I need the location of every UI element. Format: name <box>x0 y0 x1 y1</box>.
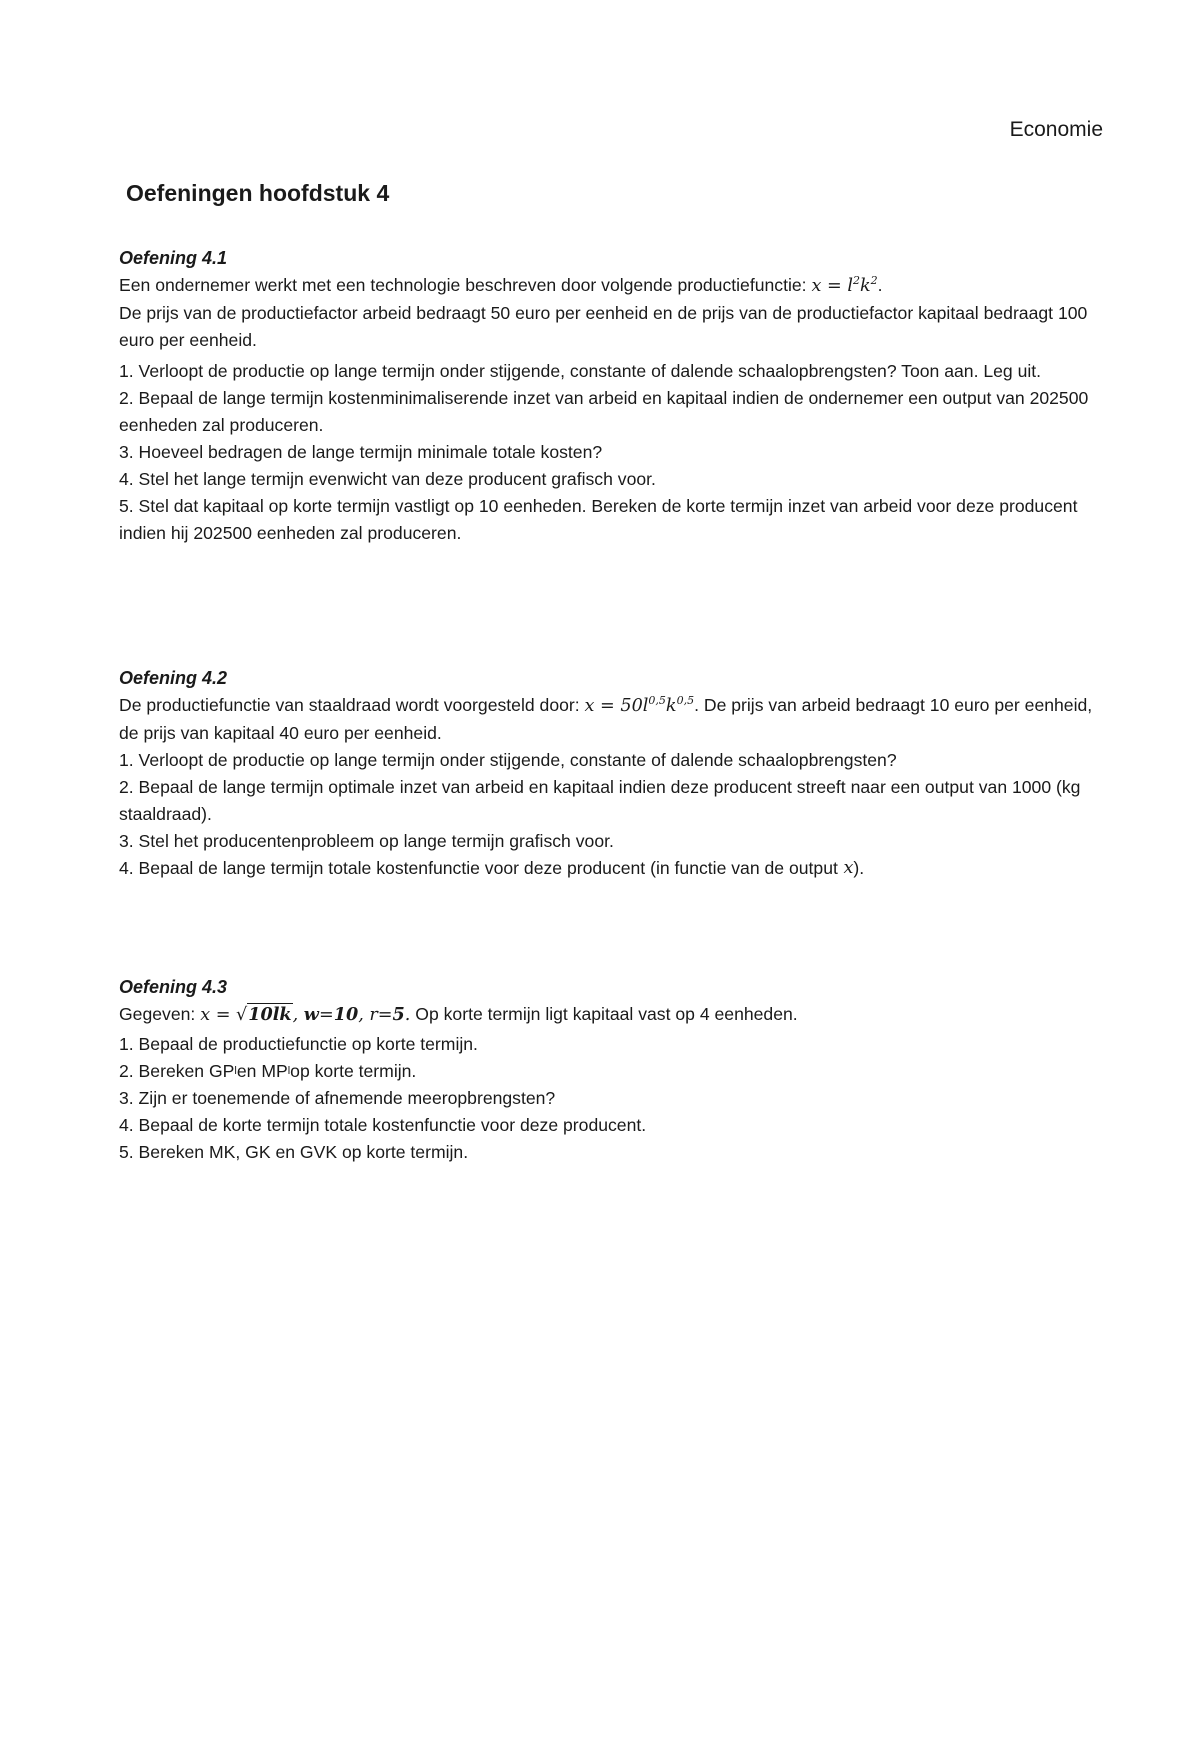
question-4-text: 4. Bepaal de lange termijn totale kostenfunctie voor deze producent (in functie van de output <box>119 858 838 878</box>
question-2-post: op korte termijn. <box>290 1061 417 1081</box>
question-2: 2. Bepaal de lange termijn kostenminimaliserende inzet van arbeid en kapitaal indien de ondernemer een output van 202500 eenheden zal produceren. <box>119 388 1089 435</box>
intro-post: . De prijs van arbeid bedraagt 10 euro per eenheid, de prijs van kapitaal 40 euro per eenheid. <box>119 695 1093 743</box>
question-5: 5. Stel dat kapitaal op korte termijn vastligt op 10 eenheden. Bereken de korte termijn inzet van arbeid voor deze producent indien hij 202500 eenheden zal produceren. <box>119 496 1078 543</box>
question-4-end: ). <box>853 858 865 878</box>
intro-pre: De productiefunctie van staaldraad wordt voorgesteld door: <box>119 695 585 715</box>
intro-post: Op korte termijn ligt kapitaal vast op 4 eenheden. <box>410 1004 798 1024</box>
question-3: 3. Hoeveel bedragen de lange termijn minimale totale kosten? <box>119 442 603 462</box>
intro-text: Een ondernemer werkt met een technologie beschreven door volgende productiefunctie: <box>119 275 812 295</box>
question-2-pre: 2. Bereken GP <box>119 1061 235 1081</box>
exercise-4-3 <box>119 973 1099 1166</box>
exercise-intro <box>119 692 1099 747</box>
exercise-heading: Oefening 4.1 <box>119 248 228 268</box>
subscript-l: l <box>234 1065 237 1077</box>
question-4: 4. Bepaal de korte termijn totale kostenfunctie voor deze producent. <box>119 1115 647 1135</box>
question-5: 5. Bereken MK, GK en GVK op korte termijn. <box>119 1142 469 1162</box>
question-2: 2. Bepaal de lange termijn optimale inzet van arbeid en kapitaal indien deze producent streeft naar een output van 1000 (kg staaldraad). <box>119 777 1081 824</box>
intro-pre: Gegeven: <box>119 1004 201 1024</box>
question-1: 1. Verloopt de productie op lange termijn onder stijgende, constante of dalende schaalopbrengsten? Toon aan. Leg uit. <box>119 361 1042 381</box>
header-subject: Economie <box>1009 118 1103 141</box>
production-function-formula: $x = 50l^{0,5}k^{0,5}$ <box>584 694 695 716</box>
output-variable: x <box>837 858 854 878</box>
question-3: 3. Stel het producentenprobleem op lange termijn grafisch voor. <box>119 831 614 851</box>
question-3: 3. Zijn er toenemende of afnemende meeropbrengsten? <box>119 1088 556 1108</box>
question-4 <box>119 855 1099 882</box>
subscript-l: l <box>287 1065 291 1077</box>
question-2 <box>119 1058 1099 1085</box>
exercise-intro: Een ondernemer werkt met een technologie beschreven door volgende productiefunctie: $x = l^2k^2$. <box>119 274 883 296</box>
question-4: 4. Stel het lange termijn evenwicht van deze producent grafisch voor. <box>119 469 656 489</box>
exercise-heading: Oefening 4.2 <box>119 668 228 688</box>
document-title: Oefeningen hoofdstuk 4 <box>126 180 390 206</box>
question-1: 1. Bepaal de productiefunctie op korte termijn. <box>119 1034 478 1054</box>
question-1: 1. Verloopt de productie op lange termijn onder stijgende, constante of dalende schaalopbrengsten? <box>119 750 897 770</box>
exercise-prices: De prijs van de productiefactor arbeid bedraagt 50 euro per eenheid en de prijs van de productiefactor kapitaal bedraagt 100 euro per eenheid. <box>119 303 1088 350</box>
exercise-intro <box>119 1001 1099 1029</box>
production-function-formula: $x = l^2k^2$ <box>811 274 878 296</box>
exercise-4-2 <box>119 664 1099 882</box>
given-formula: x = √10lk, w=10, r=5. <box>200 1004 411 1025</box>
exercise-heading: Oefening 4.3 <box>119 977 228 997</box>
question-2-mid: en MP <box>236 1061 288 1081</box>
exercise-4-1 <box>119 244 1099 547</box>
